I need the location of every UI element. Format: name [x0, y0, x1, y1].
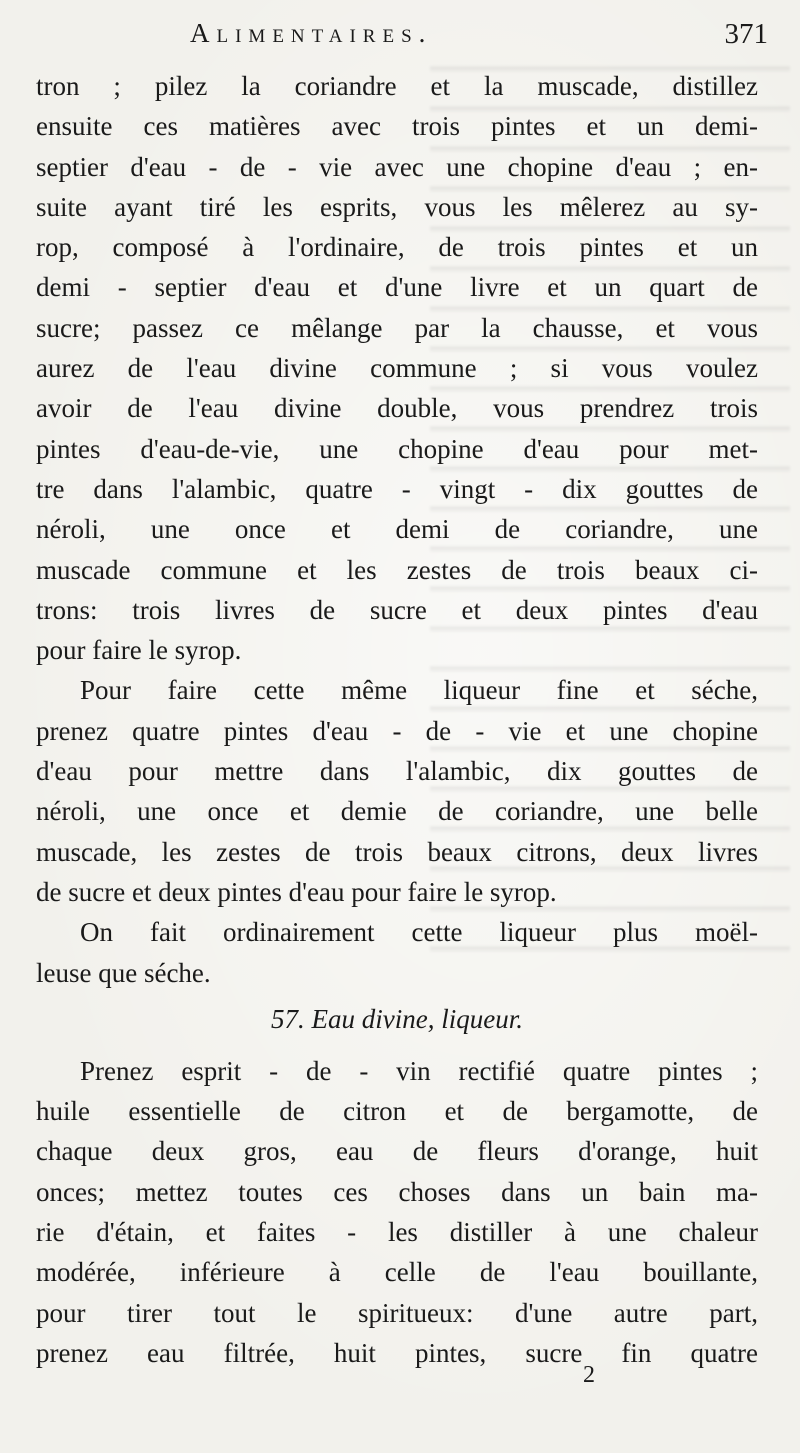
text-line: ensuite ces matières avec trois pintes et un demi- — [36, 111, 758, 142]
text-line: Prenez esprit - de - vin rectifié quatre pintes ; — [80, 1055, 758, 1086]
text-line: d'eau pour mettre dans l'alambic, dix gouttes de — [36, 756, 758, 787]
signature-mark: 2 — [583, 1362, 595, 1388]
paragraph-2 — [36, 670, 758, 912]
body-text — [36, 66, 758, 1373]
paragraph-4 — [36, 1051, 758, 1373]
text-line: de sucre et deux pintes d'eau pour faire le syrop. — [36, 876, 557, 907]
text-line: muscade, les zestes de trois beaux citrons, deux livres — [36, 836, 758, 867]
running-head: Alimentaires. — [190, 18, 433, 48]
page-number: 371 — [724, 18, 768, 50]
text-line: rie d'étain, et faites - les distiller à une chaleur — [36, 1217, 758, 1248]
text-line: chaque deux gros, eau de fleurs d'orange, huit — [36, 1136, 758, 1167]
text-line: rop, composé à l'ordinaire, de trois pintes et un — [36, 232, 758, 263]
text-line: muscade commune et les zestes de trois beaux ci- — [36, 554, 758, 585]
text-line: pour faire le syrop. — [36, 635, 242, 666]
text-line: huile essentielle de citron et de bergamotte, de — [36, 1096, 758, 1127]
text-line: suite ayant tiré les esprits, vous les mêlerez au sy- — [36, 191, 758, 222]
text-line: septier d'eau - de - vie avec une chopine d'eau ; en- — [36, 151, 758, 182]
text-line: néroli, une once et demi de coriandre, une — [36, 514, 758, 545]
text-line: aurez de l'eau divine commune ; si vous voulez — [36, 353, 758, 384]
text-line: sucre; passez ce mêlange par la chausse, et vous — [36, 312, 758, 343]
text-line: tron ; pilez la coriandre et la muscade, distillez — [36, 71, 758, 101]
text-line: On fait ordinairement cette liqueur plus moël- — [80, 917, 758, 948]
text-line: demi - septier d'eau et d'une livre et un quart de — [36, 272, 758, 303]
text-line: pintes d'eau-de-vie, une chopine d'eau pour met- — [36, 433, 758, 464]
text-line: prenez eau filtrée, huit pintes, sucre fin quatre — [36, 1337, 758, 1368]
text-line: onces; mettez toutes ces choses dans un bain ma- — [36, 1176, 758, 1207]
paragraph-3 — [36, 912, 758, 993]
text-line: trons: trois livres de sucre et deux pintes d'eau — [36, 594, 758, 625]
page-header — [190, 18, 780, 62]
text-line: avoir de l'eau divine double, vous prendrez trois — [36, 393, 758, 424]
section-heading: 57. Eau divine, liqueur. — [271, 1003, 523, 1034]
text-line: modérée, inférieure à celle de l'eau bouillante, — [36, 1257, 758, 1288]
paragraph-1 — [36, 66, 758, 670]
text-line: Pour faire cette même liqueur fine et séche, — [80, 675, 758, 706]
text-line: leuse que séche. — [36, 957, 211, 988]
text-line: néroli, une once et demie de coriandre, une belle — [36, 796, 758, 827]
text-line: tre dans l'alambic, quatre - vingt - dix gouttes de — [36, 473, 758, 504]
text-line: prenez quatre pintes d'eau - de - vie et une chopine — [36, 715, 758, 746]
text-line: pour tirer tout le spiritueux: d'une autre part, — [36, 1297, 758, 1328]
